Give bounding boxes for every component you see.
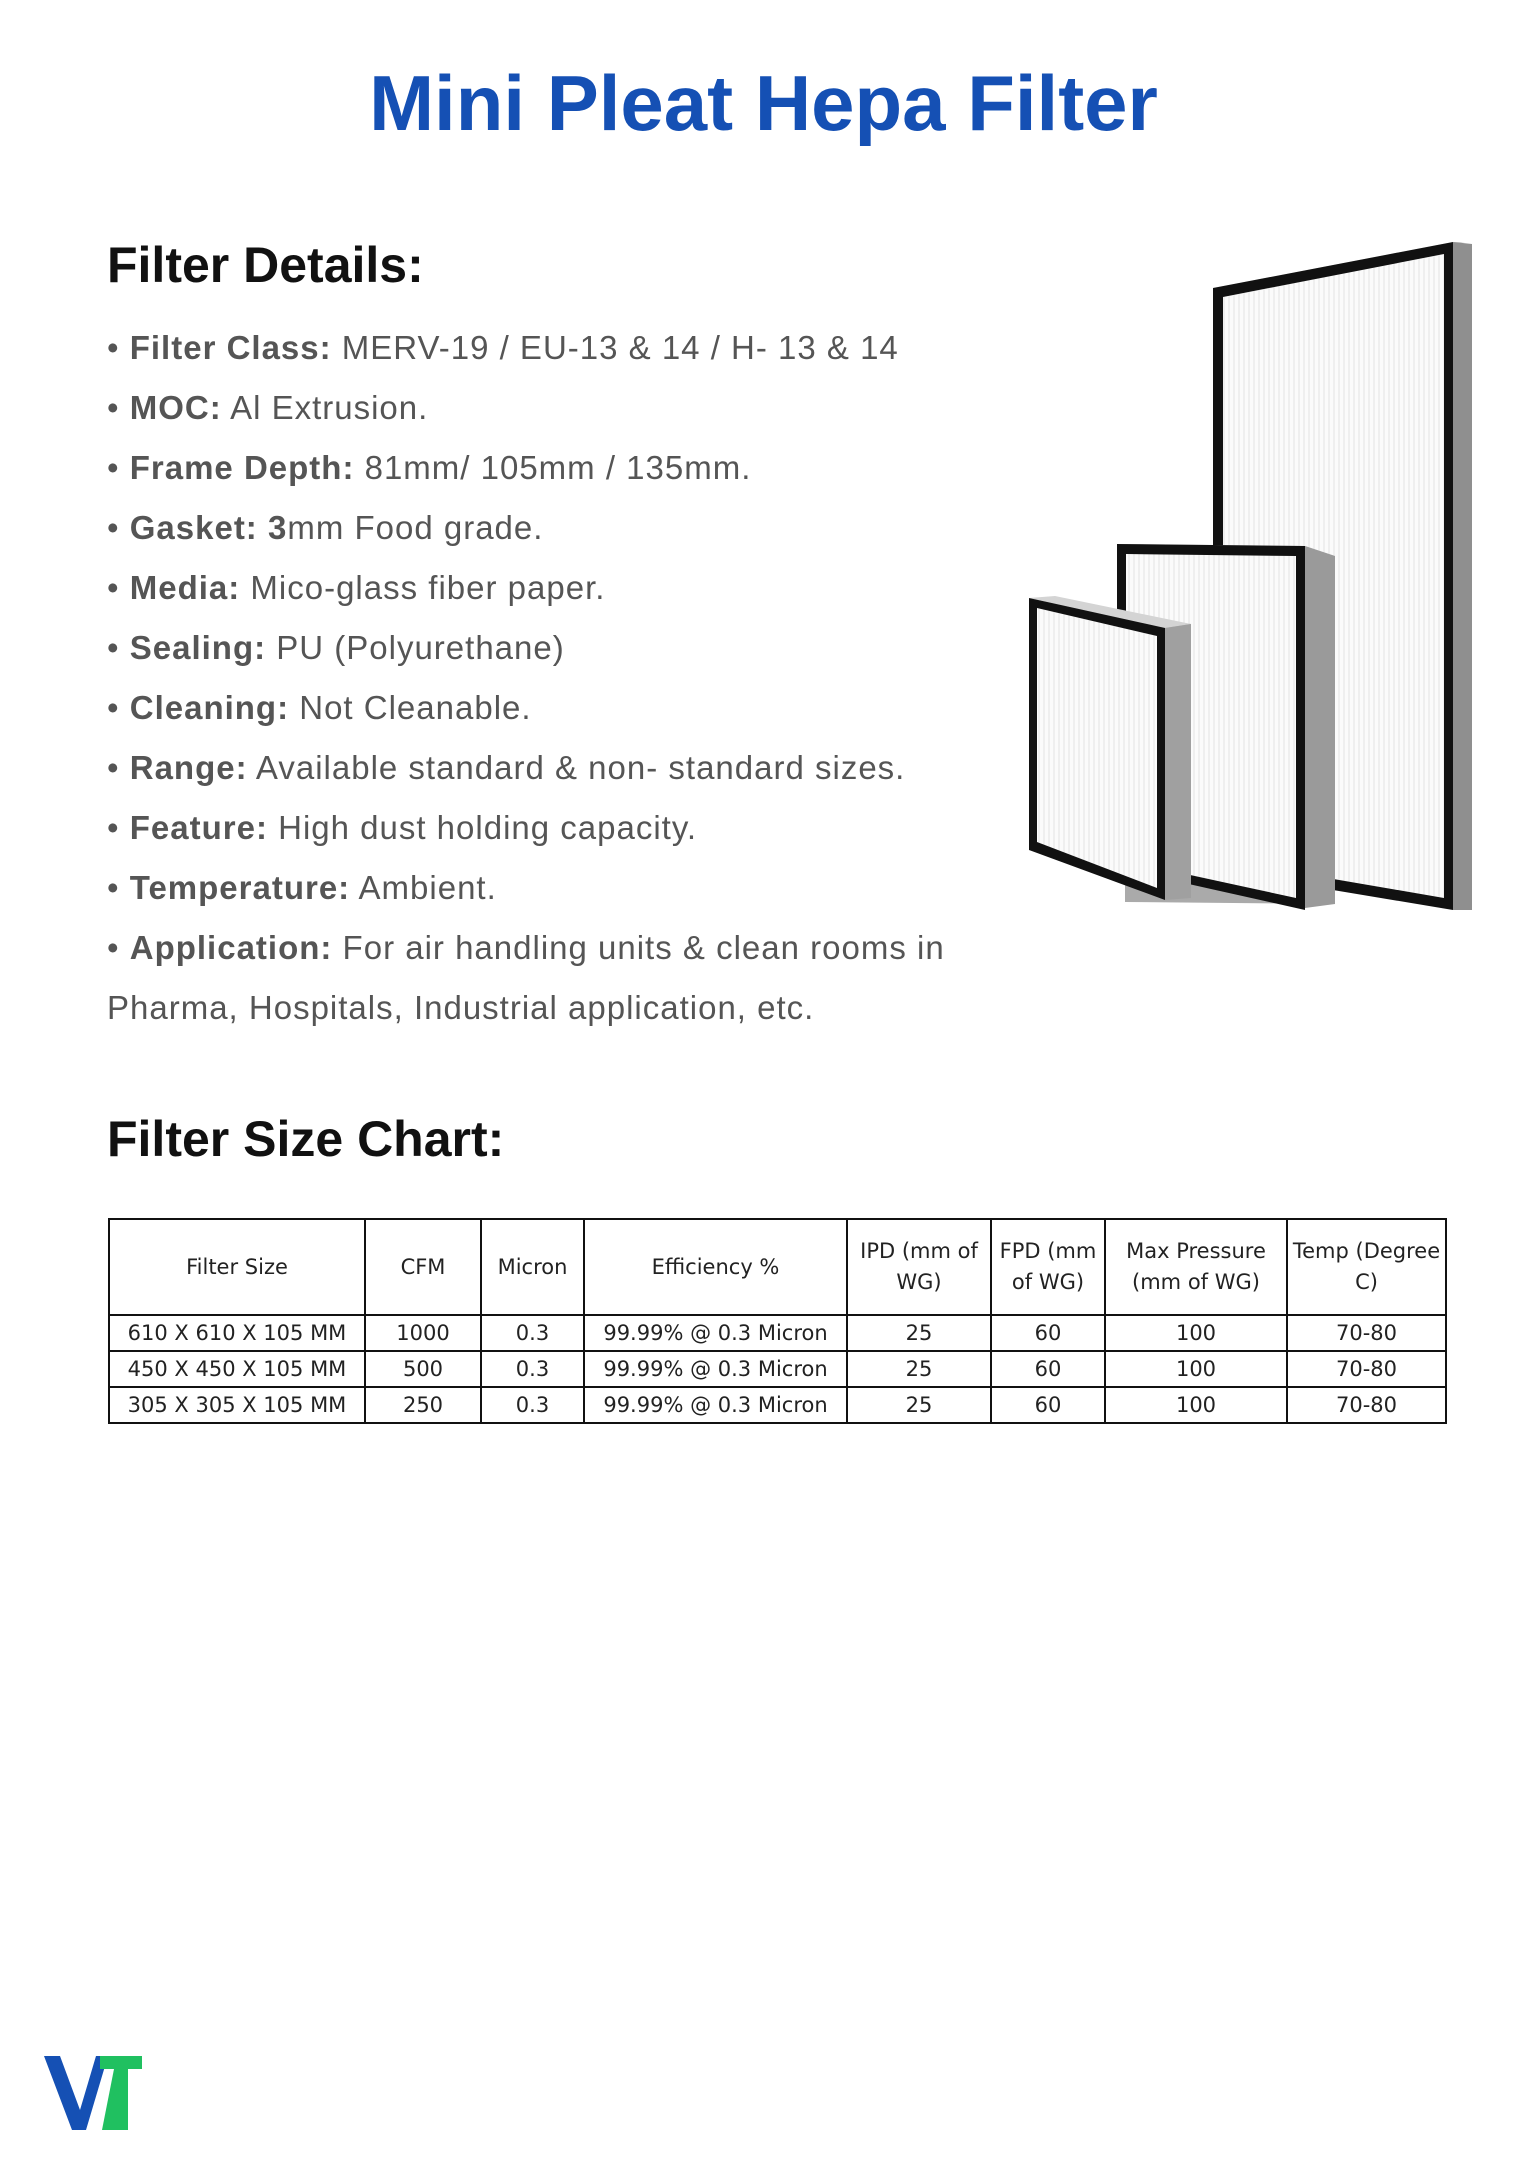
- filter-size-chart-heading: Filter Size Chart:: [107, 1111, 505, 1167]
- detail-item-application-continued: Pharma, Hospitals, Industrial application, etc.: [107, 989, 815, 1026]
- table-cell: 25: [847, 1387, 991, 1423]
- column-header: Max Pressure (mm of WG): [1105, 1219, 1287, 1315]
- table-cell: 70-80: [1287, 1351, 1446, 1387]
- detail-item-application: • Application: For air handling units & clean rooms in: [107, 929, 945, 966]
- table-cell: 70-80: [1287, 1387, 1446, 1423]
- detail-item-frame-depth: • Frame Depth: 81mm/ 105mm / 135mm.: [107, 449, 752, 486]
- detail-item-feature: • Feature: High dust holding capacity.: [107, 809, 698, 846]
- filter-details-list: [107, 318, 1007, 1038]
- detail-value: For air handling units & clean rooms in: [332, 929, 945, 966]
- detail-item-sealing: • Sealing: PU (Polyurethane): [107, 629, 565, 666]
- table-cell: 610 X 610 X 105 MM: [109, 1315, 365, 1351]
- hepa-filter-product-image: [1025, 238, 1480, 918]
- table-cell: 25: [847, 1351, 991, 1387]
- detail-value: MERV-19 / EU-13 & 14 / H- 13 & 14: [331, 329, 899, 366]
- table-cell: 70-80: [1287, 1315, 1446, 1351]
- column-header: Micron: [481, 1219, 584, 1315]
- column-header: CFM: [365, 1219, 481, 1315]
- detail-label: Temperature:: [129, 869, 351, 906]
- detail-item-moc: • MOC: Al Extrusion.: [107, 389, 429, 426]
- detail-value: mm Food grade.: [287, 509, 544, 546]
- small-filter-illustration: [1029, 596, 1191, 900]
- detail-value: Ambient.: [350, 869, 497, 906]
- table-cell: 0.3: [481, 1387, 584, 1423]
- column-header: FPD (mm of WG): [991, 1219, 1105, 1315]
- detail-label: Media:: [129, 569, 241, 606]
- table-row: [109, 1387, 1446, 1423]
- filter-size-table: [108, 1218, 1447, 1424]
- detail-item-range: • Range: Available standard & non- standard sizes.: [107, 749, 906, 786]
- table-cell: 60: [991, 1315, 1105, 1351]
- detail-value: PU (Polyurethane): [266, 629, 565, 666]
- logo-t-bar: [100, 2056, 142, 2069]
- table-cell: 99.99% @ 0.3 Micron: [584, 1315, 847, 1351]
- detail-label: Cleaning:: [129, 689, 290, 726]
- detail-item-filter-class: • Filter Class: MERV-19 / EU-13 & 14 / H- 13 & 14: [107, 329, 899, 366]
- table-cell: 60: [991, 1351, 1105, 1387]
- detail-label: Feature:: [129, 809, 268, 846]
- column-header: Temp (Degree C): [1287, 1219, 1446, 1315]
- logo-v-shape: [44, 2056, 108, 2130]
- detail-label: Application:: [129, 929, 333, 966]
- detail-label: Frame Depth:: [129, 449, 355, 486]
- logo-t-stem: [102, 2069, 128, 2130]
- filter-details-heading: Filter Details:: [107, 237, 424, 293]
- detail-item-media: • Media: Mico-glass fiber paper.: [107, 569, 606, 606]
- detail-label: Range:: [129, 749, 248, 786]
- detail-value: Not Cleanable.: [289, 689, 532, 726]
- table-row: [109, 1315, 1446, 1351]
- table-header-row: [109, 1219, 1446, 1315]
- detail-label: Filter Class:: [129, 329, 332, 366]
- table-cell: 60: [991, 1387, 1105, 1423]
- page-title: Mini Pleat Hepa Filter: [369, 59, 1158, 147]
- detail-value: Mico-glass fiber paper.: [240, 569, 606, 606]
- table-cell: 305 X 305 X 105 MM: [109, 1387, 365, 1423]
- column-header: Filter Size: [109, 1219, 365, 1315]
- detail-value: Al Extrusion.: [221, 389, 429, 426]
- detail-item-temperature: • Temperature: Ambient.: [107, 869, 497, 906]
- detail-value: 81mm/ 105mm / 135mm.: [354, 449, 752, 486]
- table-cell: 100: [1105, 1315, 1287, 1351]
- vt-logo: [44, 2054, 144, 2134]
- detail-item-cleaning: • Cleaning: Not Cleanable.: [107, 689, 532, 726]
- table-cell: 99.99% @ 0.3 Micron: [584, 1351, 847, 1387]
- table-cell: 0.3: [481, 1315, 584, 1351]
- detail-label: MOC:: [129, 389, 222, 426]
- detail-value: Available standard & non- standard sizes.: [247, 749, 906, 786]
- table-cell: 99.99% @ 0.3 Micron: [584, 1387, 847, 1423]
- table-cell: 100: [1105, 1387, 1287, 1423]
- table-cell: 25: [847, 1315, 991, 1351]
- detail-value: High dust holding capacity.: [267, 809, 698, 846]
- detail-label: Gasket: 3: [129, 509, 288, 546]
- table-cell: 450 X 450 X 105 MM: [109, 1351, 365, 1387]
- table-row: [109, 1351, 1446, 1387]
- detail-item-gasket: • Gasket: 3mm Food grade.: [107, 509, 544, 546]
- table-cell: 1000: [365, 1315, 481, 1351]
- column-header: Efficiency %: [584, 1219, 847, 1315]
- detail-label: Sealing:: [129, 629, 267, 666]
- table-cell: 250: [365, 1387, 481, 1423]
- table-cell: 0.3: [481, 1351, 584, 1387]
- column-header: IPD (mm of WG): [847, 1219, 991, 1315]
- table-cell: 100: [1105, 1351, 1287, 1387]
- table-cell: 500: [365, 1351, 481, 1387]
